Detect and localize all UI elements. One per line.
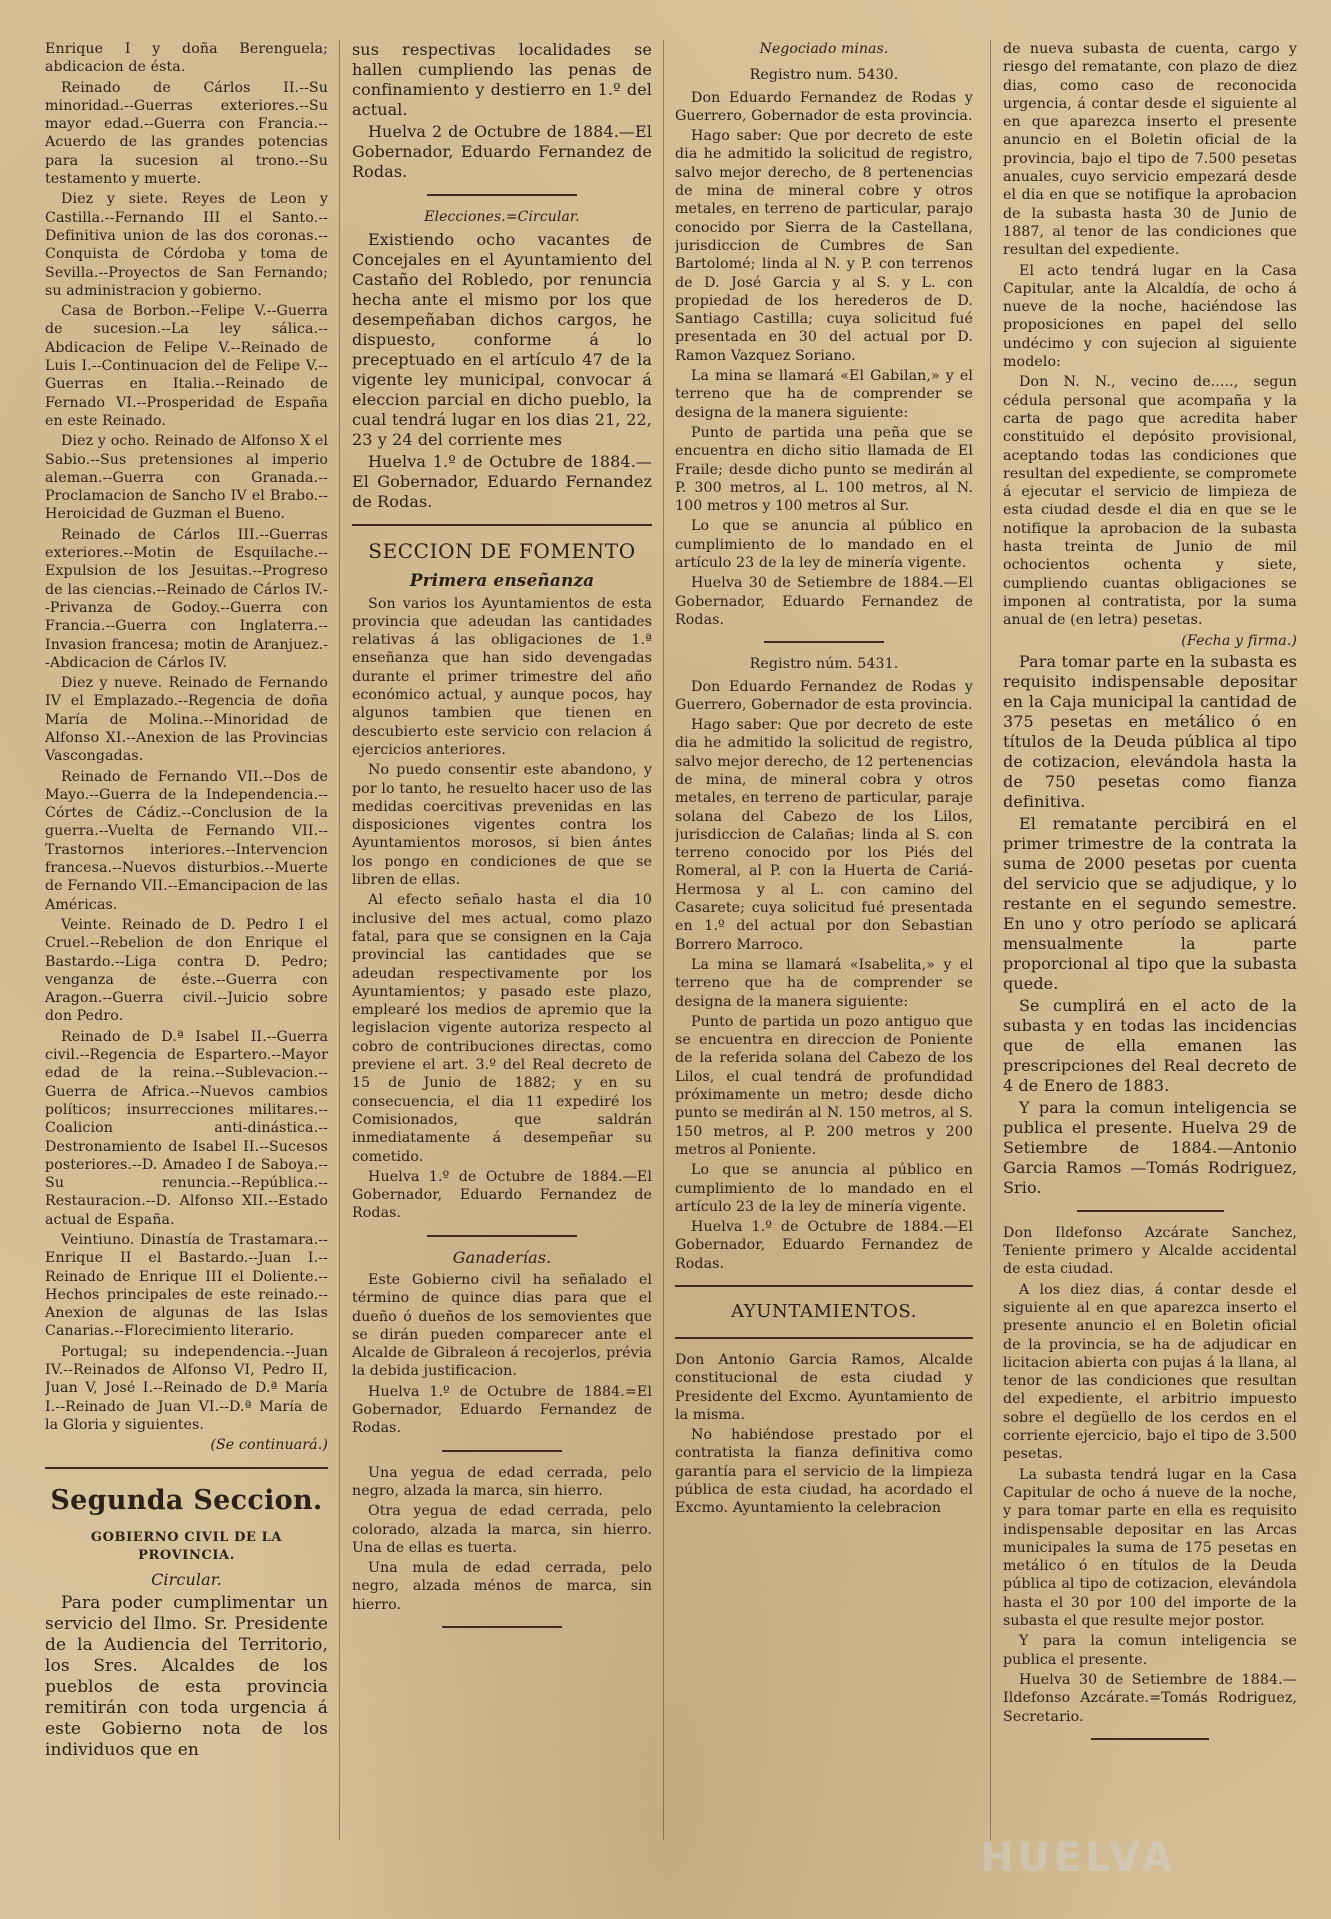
azcarate-paragraph: A los diez dias, á contar desde el siguiente al en que aparezca inserto el presente anuncio el en Boletin oficial de la provincia, se ha de adjudicar en licitacion abierta con pujas á la llana, al tenor de las condiciones que resultan del expediente, el arbitrio impuesto sobre el degüello de los cerdos en el corriente ejercicio, bajo el tipo de 3.500 pesetas. [1003,1281,1297,1463]
elecciones-paragraph: Existiendo ocho vacantes de Concejales en el Ayuntamiento del Castaño del Robledo, por renuncia hecha ante el mismo por los que desempeñaban dichos cargos, he dispuesto, conforme á lo preceptuado en el artículo 47 de la vigente ley municipal, convocar á eleccion parcial en dicho pueblo, la cual tendrá lugar en los dias 21, 22, 23 y 24 del corriente mes [352,230,652,450]
azcarate-paragraph: Y para la comun inteligencia se publica el presente. [1003,1633,1297,1668]
divider [442,1450,562,1452]
signature: Huelva 1.º de Octubre de 1884.—El Gobernador, Eduardo Fernandez de Rodas. [352,452,652,512]
column-rule [339,40,340,1840]
ayuntamientos-heading: AYUNTAMIENTOS. [730,1301,918,1322]
registro-heading: Registro núm. 5431. [749,656,899,673]
registro-paragraph: Punto de partida una peña que se encuentra en dicho sitio llamada de El Fraile; desde dicho punto se medirán al P. 300 metros, al L. 100 metros, al N. 100 metros y 100 metros al Sur. [675,424,973,515]
elecciones-heading: Elecciones.=Circular. [424,209,580,225]
subasta-paragraph: El rematante percibirá en el primer trimestre de la contrata la suma de 2000 pesetas por cuenta del servicio que se adjudique, y lo restante en el segundo semestre. En uno y otro período se aplicará mensualmente la parte proporcional al tipo que la subasta quede. [1003,813,1297,993]
column-rule [663,40,664,1840]
fomento-paragraph: Al efecto señalo hasta el dia 10 inclusive del mes actual, como plazo fatal, para que se consignen en la Caja provincial las cantidades que se adeudan respectivamente por los Ayuntamientos; y pasado este plazo, emplearé los medios de apremio que la legislacion vigente autoriza respecto al cobro de contribuciones directas, como previene el art. 3.º del Real decreto de 15 de Junio de 1882; y en su consecuencia, el dia 11 expediré los Comisionados, que saldrán inmediatamente á desempeñar su cometido. [352,892,652,1165]
azcarate-paragraph: La subasta tendrá lugar en la Casa Capitular de ocho á nueve de la noche, y para tomar parte en ella es requisito indispensable depositar en las Arcas municipales la suma de 175 pesetas en metálico ó en títulos de la Deuda pública al tipo de cotizacion, elevándola hasta el 30 por 100 del importe de la subasta el que resulte mejor postor. [1003,1466,1297,1630]
registro-paragraph: Lo que se anuncia al público en cumplimiento de lo mandado en el artículo 23 de la ley de minería vigente. [675,1162,973,1215]
livestock-item: Una yegua de edad cerrada, pelo negro, alzada la marca, sin hierro. [352,1464,652,1499]
registro-paragraph: Punto de partida un pozo antiguo que se encuentra en direccion de Poniente de la referida solana del Cabezo de los Lilos, el cual tendrá de profundidad próximamente un metro; desde dicho punto se medirán al N. 150 metros, al S. 150 metros, al P. 200 metros y 200 metros al Poniente. [675,1013,973,1158]
section-divider [675,1337,973,1339]
registro-paragraph: Lo que se anuncia al público en cumplimiento de lo mandado en el artículo 23 de la ley de minería vigente. [675,518,973,572]
registro-paragraph: Hago saber: Que por decreto de este dia he admitido la solicitud de registro, salvo mejor derecho, de 8 pertenencias de mina de mineral cobre y otros metales, en terreno de particular, parajo conocido por Sierra de la Castellana, jurisdiccion de Cumbres de San Bartolomé; linda al N. y P. con terrenos de D. José Garcia y al S. y L. con propiedad de los herederos de D. Santiago Castilla; cuya solicitud fué presentada en 30 del actual por D. Ramon Vazquez Soriano. [675,128,973,364]
column-4 [1003,40,1297,1840]
divider [442,1626,562,1628]
section-divider [352,524,652,526]
livestock-item: Otra yegua de edad cerrada, pelo colorado, alzada la marca, sin hierro. Una de ellas es tuerta. [352,1503,652,1556]
circular-continuation: sus respectivas localidades se hallen cumpliendo las penas de confinamiento y destierro en 1.º del actual. [352,40,652,119]
ganaderias-heading: Ganaderías. [452,1247,552,1267]
ayuntamientos-paragraph: Don Antonio Garcia Ramos, Alcalde constitucional de esta ciudad y Presidente del Excmo. Ayuntamiento de la misma. [675,1352,973,1423]
registro-paragraph: Don Eduardo Fernandez de Rodas y Guerrero, Gobernador de esta provincia. [675,678,973,713]
history-paragraph: Diez y ocho. Reinado de Alfonso X el Sabio.--Sus pretensiones al imperio aleman.--Guerra con Granada.--Proclamacion de Sancho IV el Brabo.--Heroicidad de Guzman el Bueno. [45,433,328,523]
continued-note: (Se continuará.) [210,1437,328,1454]
signature: Y para la comun inteligencia se publica el presente. Huelva 29 de Setiembre de 1884.—Antonio Garcia Ramos —Tomás Rodriguez, Srio. [1003,1097,1297,1197]
registro-paragraph: La mina se llamará «Isabelita,» y el terreno que ha de comprender se designa de la manera siguiente: [675,956,973,1010]
column-3 [675,40,973,1840]
ganaderias-paragraph: Este Gobierno civil ha señalado el término de quince dias para que el dueño ó dueños de los semovientes que se dirán pueden comparecer ante el Alcalde de Gibraleon á recojerlos, prévia la debida justificacion. [352,1271,652,1380]
history-paragraph: Reinado de Fernando VII.--Dos de Mayo.--Guerra de la Independencia.--Córtes de Cádiz.--Conclusion de la guerra.--Vuelta de Fernando VII.--Trastornos interiores.--Intervencion francesa.--Nuevos disturbios.--Muerte de Fernando VII.--Emancipacion de las Américas. [45,768,328,913]
history-paragraph: Reinado de Cárlos III.--Guerras exteriores.--Motin de Esquilache.--Expulsion de los Jesuitas.--Progreso de las ciencias.--Reinado de Cárlos IV.--Privanza de Godoy.--Guerra con Francia.--Guerra con Inglaterra.--Invasion francesa; motin de Aranjuez.--Abdicacion de Cárlos IV. [45,526,328,671]
divider [427,194,577,196]
archive-watermark: HUELVA [980,1835,1177,1881]
signature: Huelva 30 de Setiembre de 1884.—El Gobernador, Eduardo Fernandez de Rodas. [675,575,973,628]
column-1 [45,40,328,1840]
history-paragraph: Reinado de Cárlos II.--Su minoridad.--Guerras exteriores.--Su mayor edad.--Guerra con Francia.--Acuerdo de las grandes potencias para la sucesion al trono.--Su testamento y muerte. [45,79,328,188]
fomento-heading: SECCION DE FOMENTO [368,539,636,564]
history-paragraph: Veintiuno. Dinastía de Trastamara.--Enrique II el Bastardo.--Juan I.--Reinado de Enrique III el Doliente.--Hechos principales de este reinado.--Anexion de algunas de las Islas Canarias.--Florecimiento literario. [45,1232,328,1340]
section-divider [45,1467,328,1469]
livestock-item: Una mula de edad cerrada, pelo negro, alzada ménos de marca, sin hierro. [352,1560,652,1613]
signature: Huelva 1.º de Octubre de 1884.—El Gobernador, Eduardo Fernandez de Rodas. [675,1219,973,1272]
fomento-paragraph: Son varios los Ayuntamientos de esta provincia que adeudan las cantidades relativas á las obligaciones de 1.ª enseñanza que han sido devengadas durante el primer trimestre del año económico actual, y aunque pocos, hay algunos tambien que tienen en descubierto este servicio con relacion á ejercicios anteriores. [352,595,652,758]
column-rule [990,40,991,1840]
signature: Huelva 1.º de Octubre de 1884.—El Gobernador, Eduardo Fernandez de Rodas. [352,1168,652,1222]
fecha-firma: (Fecha y firma.) [1181,632,1297,649]
circular-heading: Circular. [151,1570,222,1590]
subasta-paragraph: El acto tendrá lugar en la Casa Capitular, ante la Alcaldía, de ocho á nueve de la noche, haciéndose las proposiciones en papel del sello undécimo y con sujecion al siguiente modelo: [1003,262,1297,371]
registro-paragraph: Hago saber: Que por decreto de este dia he admitido la solicitud de registro, salvo mejor derecho, de 12 pertenencias de mina, de mineral cobra y otros metales, en terreno de particular, paraje solana del Cabezo de los Lilos, jurisdiccion de Calañas; linda al S. con terreno conocido por los Piés del Romeral, al P. con la Huerta de Cariá-Hermosa y al L. con camino del Casarete; cuya solicitud fué presentada en 1.º del actual por don Sebastian Borrero Marroco. [675,717,973,953]
ayuntamientos-paragraph: No habiéndose prestado por el contratista la fianza definitiva como garantía para el servicio de la limpieza pública de esta ciudad, ha acordado el Excmo. Ayuntamiento la celebracion [675,1427,973,1517]
divider [764,641,883,643]
negociado-heading: Negociado minas. [759,41,889,57]
subasta-paragraph: de nueva subasta de cuenta, cargo y riesgo del rematante, con plazo de diez dias, como caso de reconocida urgencia, á contar desde el siguiente al en que aparezca inserto el presente anuncio en el Boletin oficial de la provincia, bajo el tipo de 7.500 pesetas anuales, cuyo servicio empezará desde el dia en que se notifique la aprobacion de la subasta hasta 30 de Junio de 1887, al tenor de las condiciones que resultan del expediente. [1003,41,1297,259]
section-heading: Segunda Seccion. [50,1484,323,1516]
history-paragraph: Casa de Borbon.--Felipe V.--Guerra de sucesion.--La ley sálica.--Abdicacion de Felipe V.--Reinado de Luis I.--Continuacion del de Felipe V.--Guerras en Italia.--Reinado de Fernado VI.--Prosperidad de España en este Reinado. [45,303,328,429]
history-paragraph: Diez y siete. Reyes de Leon y Castilla.--Fernando III el Santo.--Definitiva union de las dos coronas.--Conquista de Córdoba y toma de Sevilla.--Proyectos de San Fernando; su administracion y gobierno. [45,191,328,299]
signature: Huelva 1.º de Octubre de 1884.=El Gobernador, Eduardo Fernandez de Rodas. [352,1383,652,1437]
signature: Huelva 2 de Octubre de 1884.—El Gobernador, Eduardo Fernandez de Rodas. [352,122,652,181]
registro-paragraph: Don Eduardo Fernandez de Rodas y Guerrero, Gobernador de esta provincia. [675,89,973,124]
subasta-model: Don N. N., vecino de....., segun cédula personal que acompaña y la carta de pago que acredita haber constituido el depósito provisional, aceptando todas las condiciones que resultan del expediente, se compromete á ejecutar el servicio de limpieza de esta ciudad desde el dia en que se le notifique la aprobacion de la subasta hasta treinta de Junio de mil ochocientos ochenta y siete, cumpliendo cuantas obligaciones se imponen al contratista, por la suma anual de (en letra) pesetas. [1003,374,1297,629]
section-divider [675,1285,973,1287]
history-paragraph: Portugal; su independencia.--Juan IV.--Reinados de Alfonso VI, Pedro II, Juan V, José I.--Reinado de D.ª María I.--Reinado de Juan VI.--D.ª María de la Gloria y siguientes. [45,1343,328,1433]
divider [1077,1210,1224,1212]
registro-heading: Registro num. 5430. [749,67,899,84]
column-2 [352,40,652,1840]
subasta-paragraph: Se cumplirá en el acto de la subasta y en todas las incidencias que de ella emanen las prescripciones del Real decreto de 4 de Enero de 1883. [1003,995,1297,1095]
signature: Huelva 30 de Setiembre de 1884.—Ildefonso Azcárate.=Tomás Rodriguez, Secretario. [1003,1671,1297,1725]
history-paragraph: Veinte. Reinado de D. Pedro I el Cruel.--Rebelion de don Enrique el Bastardo.--Liga contra D. Pedro; venganza de éste.--Guerra con Aragon.--Guerra civil.--Juicio sobre don Pedro. [45,916,328,1025]
history-paragraph: Diez y nueve. Reinado de Fernando IV el Emplazado.--Regencia de doña María de Molina.--Minoridad de Alfonso XI.--Anexion de las Provincias Vascongadas. [45,675,328,765]
gobierno-heading: GOBIERNO CIVIL DE LA PROVINCIA. [90,1529,283,1563]
ensenanza-heading: Primera enseñanza [409,571,595,592]
registro-paragraph: La mina se llamará «El Gabilan,» y el terreno que ha de comprender se designa de la manera siguiente: [675,368,973,421]
subasta-paragraph: Para tomar parte en la subasta es requisito indispensable depositar en la Caja municipal la cantidad de 375 pesetas en metálico ó en títulos de la Deuda pública al tipo de cotizacion, elevándola hasta la de 750 pesetas como fianza definitiva. [1003,651,1297,811]
circular-paragraph: Para poder cumplimentar un servicio del Ilmo. Sr. Presidente de la Audiencia del Territorio, los Sres. Alcaldes de los pueblos de esta provincia remitirán con toda urgencia á este Gobierno nota de los individuos que en [45,1593,328,1761]
history-paragraph: Reinado de D.ª Isabel II.--Guerra civil.--Regencia de Espartero.--Mayor edad de la reina.--Sublevacion.--Guerra de Africa.--Nuevos cambios políticos; insurrecciones militares.--Coalicion anti-dinástica.--Destronamiento de Isabel II.--Sucesos posteriores.--D. Amadeo I de Saboya.--Su renuncia.--República.--Restauracion.--D. Alfonso XII.--Estado actual de España. [45,1028,328,1228]
history-paragraph: Enrique I y doña Berenguela; abdicacion de ésta. [45,41,328,76]
divider [427,1235,577,1237]
fomento-paragraph: No puedo consentir este abandono, y por lo tanto, he resuelto hacer uso de las medidas coercitivas prevenidas en las disposiciones vigentes contra los Ayuntamientos morosos, si bien ántes los pongo en condiciones de que se libren de ellas. [352,762,652,889]
azcarate-heading: Don Ildefonso Azcárate Sanchez, Teniente primero y Alcalde accidental de esta ciudad. [1003,1224,1297,1278]
divider [1091,1738,1209,1740]
